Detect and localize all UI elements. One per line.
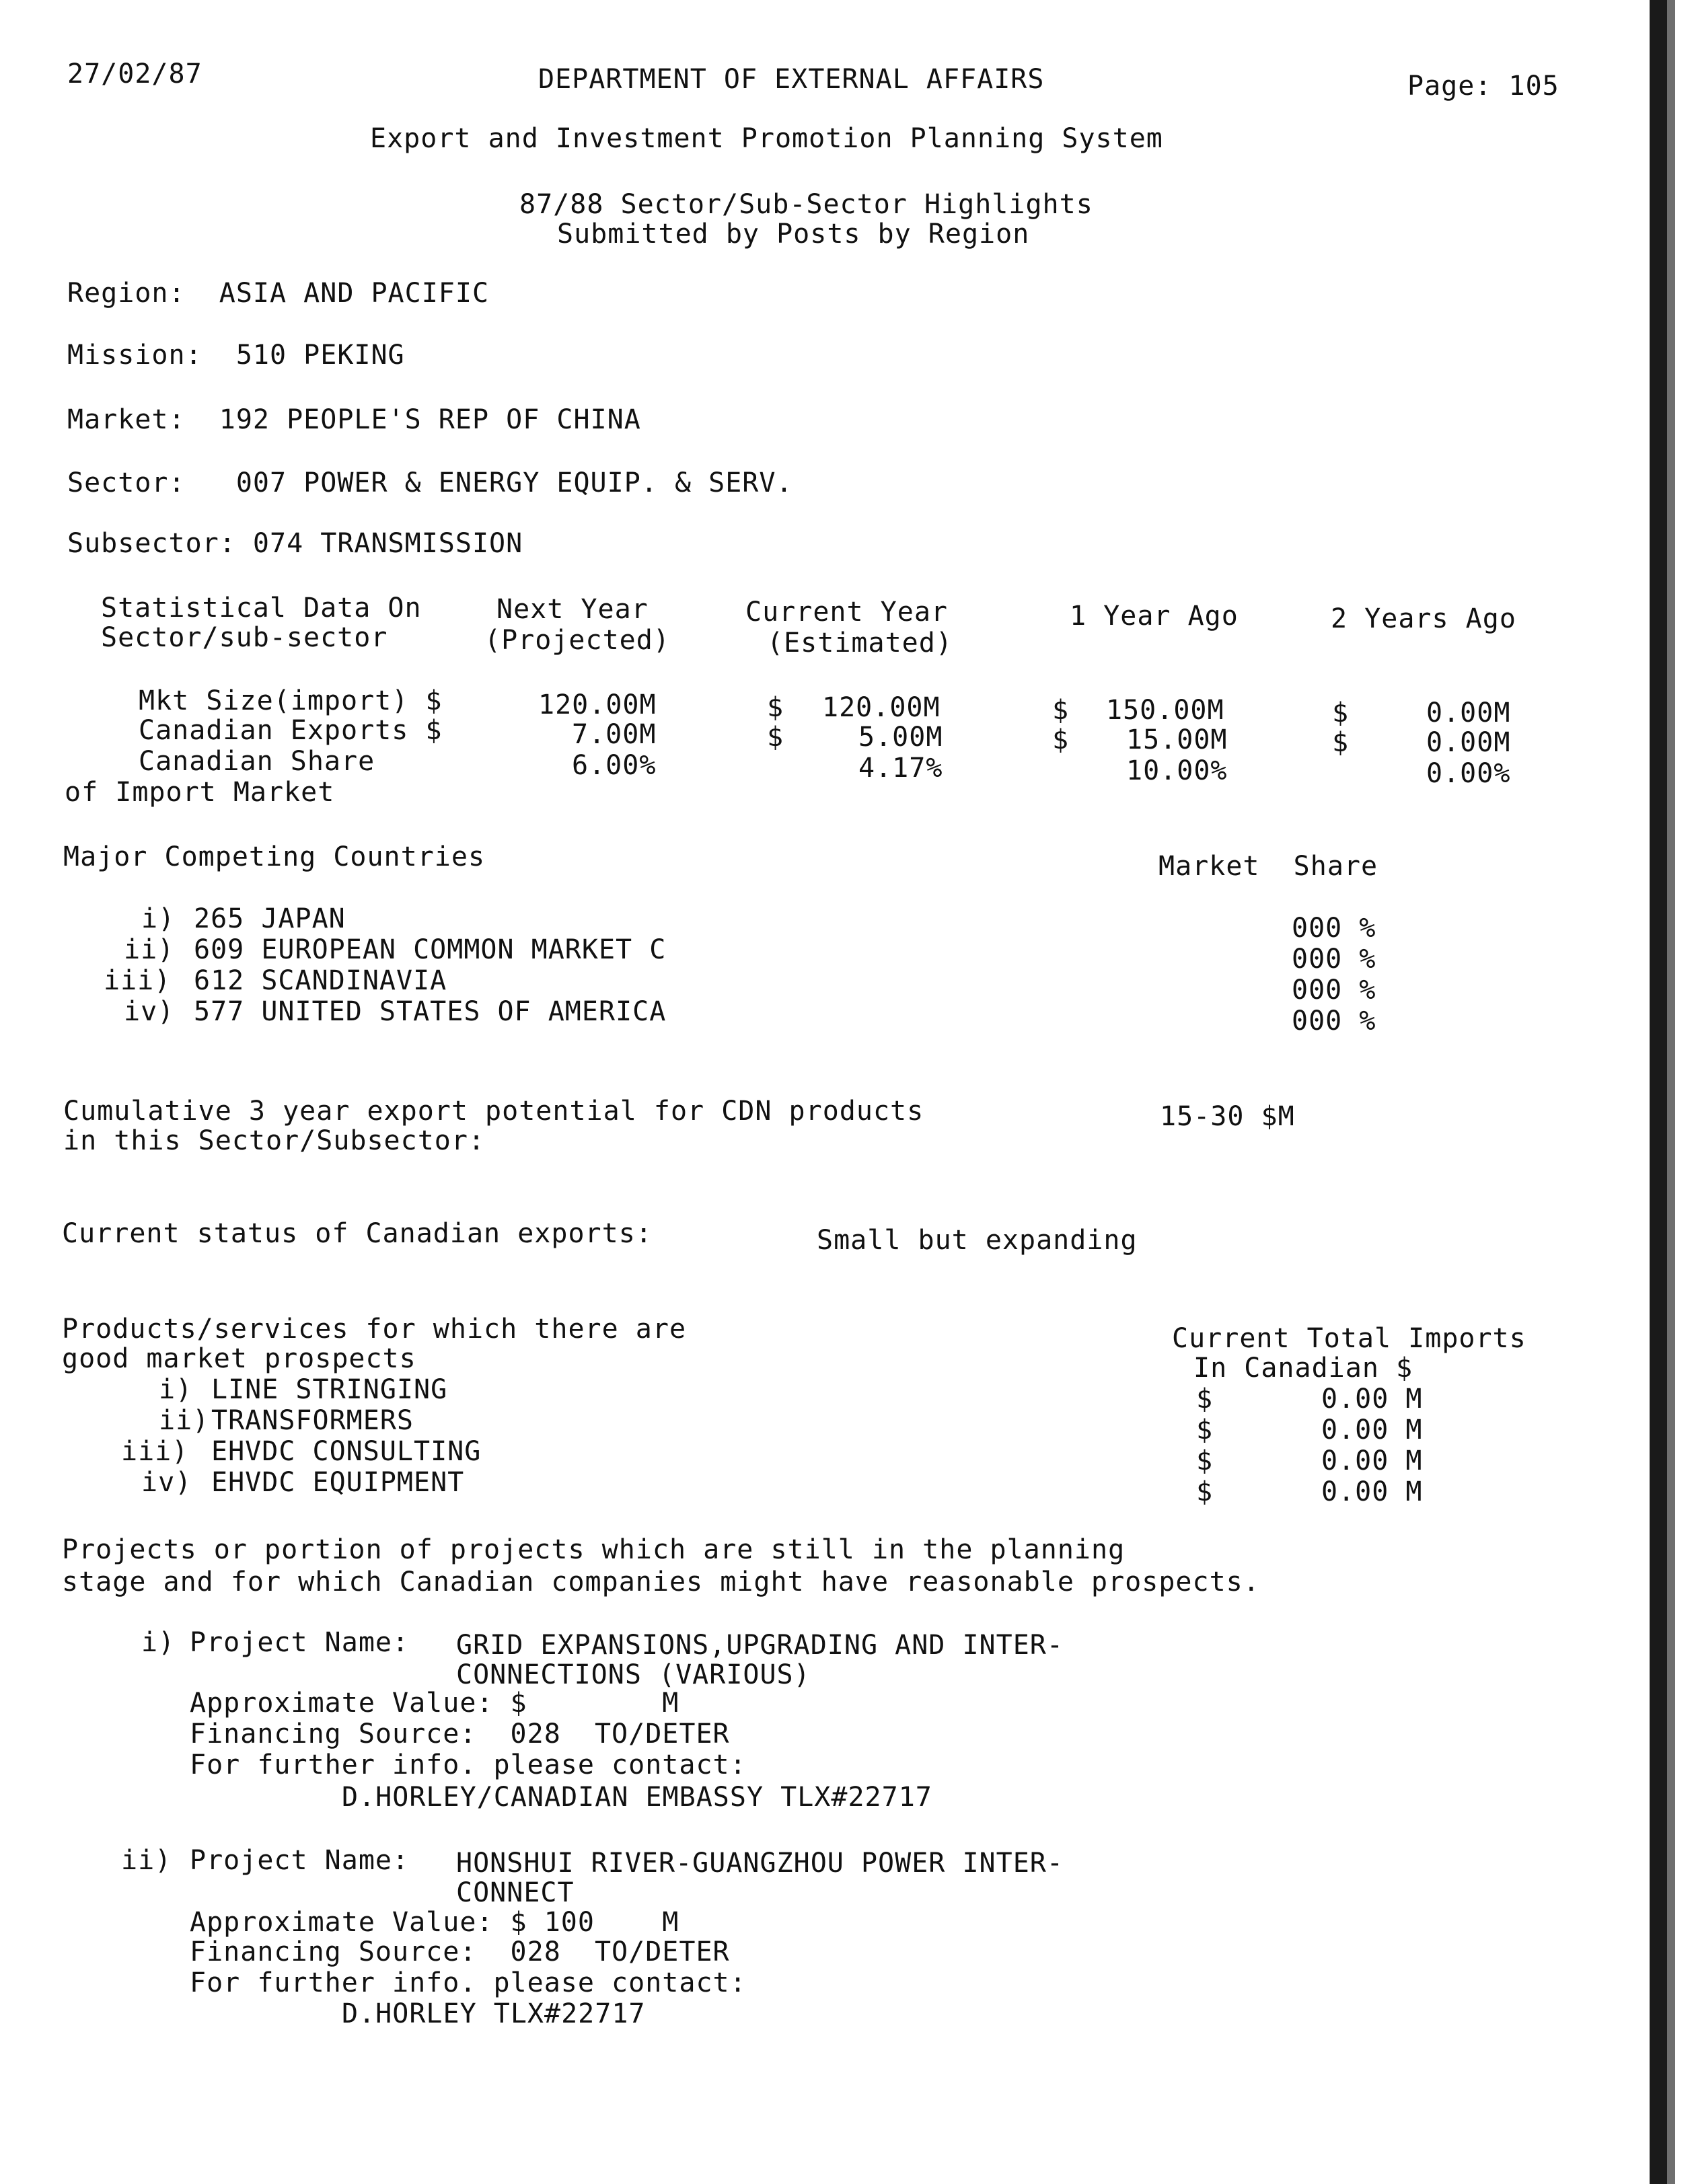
product-number: iv) [141,1467,192,1498]
product-dollar: $ [1196,1384,1214,1415]
export-potential-label: Cumulative 3 year export potential for CDN products [63,1096,924,1127]
project-name-cont: CONNECTIONS (VARIOUS) [456,1659,811,1690]
stats-dollar: $ [1052,724,1070,755]
product-number: iii) [121,1436,189,1467]
page-number: Page: 105 [1407,71,1559,102]
project-contact: D.HORLEY/CANADIAN EMBASSY TLX#22717 [342,1782,932,1813]
product-name: TRANSFORMERS [211,1405,414,1436]
stats-cell: 15.00M [1126,724,1228,755]
report-subtitle-2: Submitted by Posts by Region [557,219,1030,250]
sector-line: Sector: 007 POWER & ENERGY EQUIP. & SERV. [67,467,793,498]
product-import-value: 0.00 M [1321,1476,1423,1507]
department-title: DEPARTMENT OF EXTERNAL AFFAIRS [538,64,1045,95]
export-status-label: Current status of Canadian exports: [62,1218,653,1249]
scan-border-shadow [1667,0,1675,2184]
competitor-number: iv) [124,996,175,1027]
projects-intro-2: stage and for which Canadian companies might have reasonable prospects. [62,1567,1260,1597]
competitor-share: 000 % [1292,1006,1376,1037]
product-dollar: $ [1196,1476,1214,1507]
product-number: i) [159,1374,193,1405]
stats-row-label: Canadian Share [139,746,375,777]
project-name-label: Project Name: [190,1845,410,1876]
export-potential-value: 15-30 $M [1160,1101,1295,1132]
mission-line: Mission: 510 PEKING [67,340,405,371]
project-contact-label: For further info. please contact: [190,1749,747,1780]
product-dollar: $ [1196,1445,1214,1476]
product-name: EHVDC EQUIPMENT [211,1467,465,1498]
stats-header: Sector/sub-sector [101,622,388,653]
stats-dollar: $ [767,692,784,723]
product-number: ii) [159,1405,210,1436]
project-name-cont: CONNECT [456,1877,575,1908]
project-name-label: Project Name: [190,1627,410,1658]
competitor-number: ii) [124,934,175,965]
project-financing: Financing Source: 028 TO/DETER [190,1936,730,1967]
stats-cell: 5.00M [858,722,943,753]
product-name: LINE STRINGING [211,1374,448,1405]
stats-cell: 6.00% [572,750,657,781]
scan-border [1650,0,1667,2184]
competitor-share: 000 % [1292,944,1376,975]
product-import-value: 0.00 M [1321,1415,1423,1445]
product-name: EHVDC CONSULTING [211,1436,482,1467]
project-name: HONSHUI RIVER-GUANGZHOU POWER INTER- [456,1848,1064,1879]
products-title: Products/services for which there are [62,1314,687,1345]
competitor-name: 577 UNITED STATES OF AMERICA [194,996,667,1027]
project-number: ii) [121,1845,172,1876]
project-value: Approximate Value: $ M [190,1688,679,1719]
stats-cell: 7.00M [572,719,657,750]
stats-row-label-cont: of Import Market [65,777,335,808]
competitor-name: 265 JAPAN [194,903,346,934]
stats-header: 2 Years Ago [1331,603,1516,634]
stats-dollar: $ [1332,698,1350,728]
stats-cell: 0.00M [1426,727,1511,758]
export-potential-label-2: in this Sector/Subsector: [63,1125,486,1156]
competitor-share: 000 % [1292,913,1376,944]
project-financing: Financing Source: 028 TO/DETER [190,1719,730,1749]
competitor-name: 612 SCANDINAVIA [194,965,447,996]
market-share-header: Market Share [1158,851,1378,882]
stats-dollar: $ [1332,727,1350,758]
imports-header-2: In Canadian $ [1193,1353,1413,1384]
product-import-value: 0.00 M [1321,1445,1423,1476]
stats-cell: 0.00% [1426,758,1511,789]
report-subtitle: 87/88 Sector/Sub-Sector Highlights [519,189,1093,220]
stats-cell: 120.00M [538,689,657,720]
competitor-share: 000 % [1292,975,1376,1006]
stats-header: 1 Year Ago [1070,601,1239,632]
stats-cell: 120.00M [822,692,941,723]
project-name: GRID EXPANSIONS,UPGRADING AND INTER- [456,1630,1064,1661]
project-number: i) [141,1627,176,1658]
stats-dollar: $ [767,722,784,753]
project-contact: D.HORLEY TLX#22717 [342,1998,646,2029]
subsector-line: Subsector: 074 TRANSMISSION [67,528,523,559]
project-value: Approximate Value: $ 100 M [190,1907,679,1938]
imports-header: Current Total Imports [1172,1323,1526,1354]
competitors-title: Major Competing Countries [63,841,486,872]
stats-cell: 10.00% [1126,755,1228,786]
region-line: Region: ASIA AND PACIFIC [67,278,490,309]
stats-cell: 0.00M [1426,698,1511,728]
stats-header: (Estimated) [767,628,953,658]
stats-header: Current Year [745,597,948,628]
stats-row-label: Canadian Exports $ [139,715,443,746]
stats-header: (Projected) [484,625,670,656]
product-dollar: $ [1196,1415,1214,1445]
competitor-name: 609 EUROPEAN COMMON MARKET C [194,934,667,965]
product-import-value: 0.00 M [1321,1384,1423,1415]
project-contact-label: For further info. please contact: [190,1967,747,1998]
stats-header: Statistical Data On [101,593,422,624]
export-status-value: Small but expanding [817,1225,1138,1256]
projects-intro: Projects or portion of projects which are still in the planning [62,1534,1126,1565]
competitor-number: iii) [104,965,172,996]
system-title: Export and Investment Promotion Planning System [370,123,1163,154]
report-date: 27/02/87 [67,59,202,89]
competitor-number: i) [141,903,176,934]
stats-dollar: $ [1052,695,1070,726]
stats-cell: 4.17% [858,753,943,784]
stats-row-label: Mkt Size(import) $ [139,685,443,716]
stats-cell: 150.00M [1106,695,1224,726]
market-line: Market: 192 PEOPLE'S REP OF CHINA [67,404,641,435]
stats-header: Next Year [496,594,649,625]
products-title-2: good market prospects [62,1343,416,1374]
